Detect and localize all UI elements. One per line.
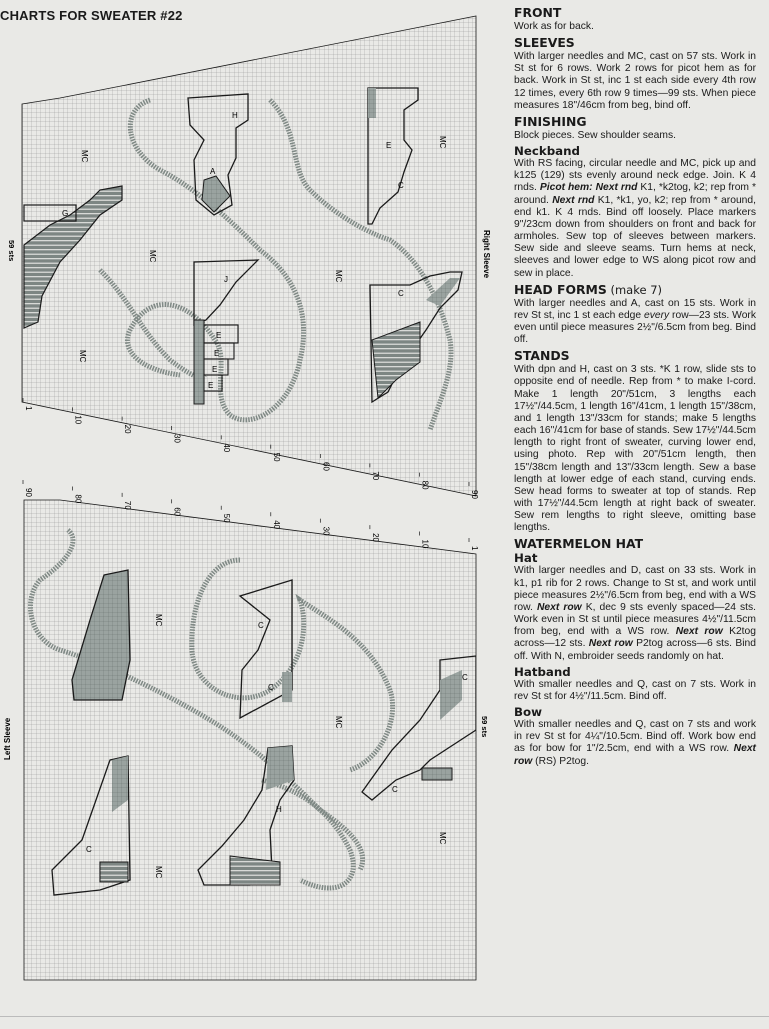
left-sleeve-row-50: 50 [222,513,232,523]
right-sleeve-chart [7,10,491,500]
left-sleeve-row-40: 40 [271,520,281,530]
left-sleeve-row-20: 20 [370,533,380,543]
left-sleeve-row-10: 10 [420,539,430,549]
left-sleeve-row-90: 90 [24,488,33,497]
right-sleeve-row-40: 40 [222,443,232,453]
right-sleeve-row-90: 90 [470,490,479,499]
right-sleeve-caption: Right Sleeve [482,230,491,279]
letter-c-b1: C [258,621,264,630]
right-sleeve-row-70: 70 [370,471,380,481]
letter-g: G [62,209,69,218]
letter-c-b2: C [462,673,468,682]
instructions-column [514,4,756,771]
left-sleeve-chart [3,480,489,980]
mc-label-1: MC [80,150,89,163]
left-sleeve-row-60: 60 [172,507,182,517]
letter-c1: C [398,181,404,190]
page-title: CHARTS FOR SWEATER #22 [0,8,183,23]
right-sleeve-row-10: 10 [73,415,83,425]
subsection-heading-6: Neckband [514,144,580,159]
section-heading-8: HEAD FORMS (make 7) [514,281,663,297]
letter-c-b5: C [268,683,274,692]
instruction-paragraph-1: Work as for back. [514,21,594,32]
left-sleeve-row-1: 1 [470,546,479,551]
mc-label-b2: MC [334,716,343,729]
left-sleeve-row-80: 80 [73,494,83,504]
letter-e2: E [214,349,220,358]
left-sleeve-row-70: 70 [123,500,133,510]
right-sleeve-row-50: 50 [271,452,281,462]
subsection-heading-17: Bow [514,705,542,720]
letter-h-b: H [276,805,282,814]
instruction-paragraph-9: With larger needles and A, cast on 15 sts. Work in rev St st, inc 1 st each edge every row—23 sts. Work even until piece measures 2½"/6.5cm from beg. Bind off. [514,297,756,346]
right-sleeve-row-1: 1 [24,406,33,411]
left-sleeve-sts: 59 sts [480,716,489,738]
instruction-paragraph-3: With larger needles and MC, cast on 57 sts. Work in St st for 6 rows. Work 2 rows for picot hem as for back. Work in St st, inc 1 st each side every 4th row 12 times, every 6th row 9 times—99 sts. When piece measures 18"/46cm from beg, bind off. [514,51,756,111]
letter-e5: E [386,141,392,150]
right-sleeve-row-60: 60 [321,462,331,471]
subsection-heading-15: Hatband [514,664,571,679]
letter-h: H [232,111,238,120]
right-sleeve-row-30: 30 [172,434,182,443]
mc-label-5: MC [438,136,447,149]
section-heading-4: FINISHING [514,113,587,129]
letter-j: J [224,275,228,284]
mc-label-3: MC [78,350,87,363]
letter-a: A [210,167,216,176]
letter-c-b4: C [86,845,92,854]
section-heading-10: STANDS [514,348,570,364]
right-sleeve-row-80: 80 [420,480,430,490]
mc-label-4: MC [334,270,343,283]
instruction-paragraph-14: With larger needles and D, cast on 33 sts. Work in k1, p1 rib for 2 rows. Change to St st, and work until piece measures 2½"/6.5cm from beg, end with a WS row. Next row K, dec 9 sts evenly spaced—24 sts. Work even in St st until piece measures 4½"/11.5cm from beg, end with a WS row. Next row K2tog across—12 sts. Next row P2tog across—6 sts. Bind off. With N, embroider seeds randomly on hat. [514,565,756,662]
mc-label-b1: MC [154,614,163,627]
letter-e4: E [208,381,214,390]
left-sleeve-caption: Left Sleeve [3,717,12,760]
page-bottom-rule [0,1016,769,1017]
instruction-paragraph-5: Block pieces. Sew shoulder seams. [514,129,676,141]
letter-e3: E [212,365,218,374]
mc-label-b4: MC [438,832,447,845]
instruction-paragraph-18: With smaller needles and Q, cast on 7 sts and work in rev St st for 4¼"/10.5cm. Bind off. Work bow end as for bow for 1"/2.5cm, end with a WS row. Next row (RS) P2tog. [514,719,756,767]
left-sleeve-row-30: 30 [321,526,331,536]
instruction-paragraph-11: With dpn and H, cast on 3 sts. *K 1 row, slide sts to opposite end of needle. Rep from * to make I-cord. Make 1 length 20"/51cm, 3 lengths each 17½"/44.5cm, 1 length 16"/41cm, 1 length 15"/38cm, and 1 length 13"/33cm for stands; make 5 lengths each 16"/41cm for base of stands. Sew 17½"/44.5cm length to right front of sweater, curving lower end, using photo. Rep with 20"/51cm length, then 15"/38cm length and 13"/33cm length. Sew a base length at lower edge of each stand, curving ends. Sew head forms to sweater at top of stands. Rep with 17½"/44.5cm length at right back of sweater. Sew rem lengths to right sleeve, omitting base lengths. [514,364,756,534]
instruction-paragraph-16: With smaller needles and Q, cast on 7 sts. Work in rev St st for 4½"/11.5cm. Bind off. [514,678,756,702]
letter-c-b3: C [392,785,398,794]
section-heading-12: WATERMELON HAT [514,536,644,552]
right-sleeve-sts: 59 sts [7,240,16,262]
letter-e1: E [216,331,222,340]
mc-label-2: MC [148,250,157,263]
section-heading-0: FRONT [514,5,562,20]
letter-c2: C [398,289,404,298]
section-heading-2: SLEEVES [514,35,575,51]
instruction-paragraph-7: With RS facing, circular needle and MC, pick up and k125 (129) sts evenly around neck edge. Join. K 4 rnds. Picot hem: Next rnd K1, *k2tog, k2; rep from * around. Next rnd K1, *k1, yo, k2; rep from * around, end k1. K 4 rnds. Bind off loosely. Place markers 9"/23cm down from shoulders on front and back for armholes. Sew top of sleeves between markers. Sew side and sleeve seams. Turn hems at neck, sleeves and lower edge to WS along picot row and sew in place. [514,158,756,279]
subsection-heading-13: Hat [514,551,538,566]
right-sleeve-row-20: 20 [123,424,133,434]
mc-label-b3: MC [154,866,163,879]
